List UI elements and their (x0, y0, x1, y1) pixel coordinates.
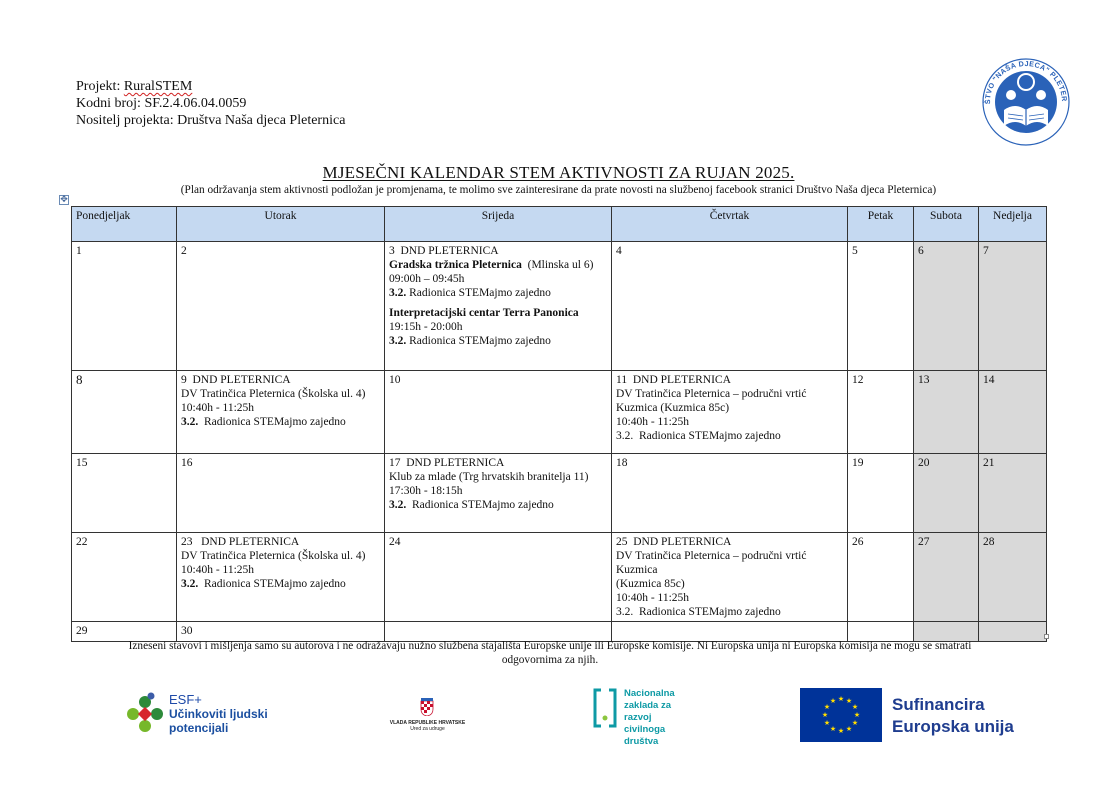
event-address: (Kuzmica 85c) (616, 578, 685, 590)
day-number: 7 (983, 245, 989, 257)
event-time: 10:40h - 11:25h (181, 402, 255, 414)
calendar-table (71, 206, 1047, 642)
page-subtitle: (Plan održavanja stem aktivnosti podložan je promjenama, te molimo sve zainteresirane da prate novosti na službenoj facebook stranici Društvo Naša djeca Pleternica) (180, 184, 937, 196)
weekend-cell (979, 371, 1047, 454)
activity-number: 3.2. (389, 499, 407, 511)
croatian-coat-of-arms-icon (420, 698, 434, 716)
day-cell (612, 533, 848, 622)
weekend-cell (914, 371, 979, 454)
day-number: 2 (181, 245, 187, 257)
esf-flower-icon (125, 692, 165, 736)
day-cell (385, 533, 612, 622)
eu-flag-icon (800, 688, 882, 742)
event-block (616, 373, 843, 443)
day-number: 5 (852, 245, 858, 257)
event-location: Klub za mlade (Trg hrvatskih branitelja 11) (389, 471, 589, 483)
event-time: 19:15h - 20:00h (389, 321, 463, 333)
day-number: 16 (181, 457, 193, 469)
funding-logos (0, 680, 1117, 760)
day-cell (72, 371, 177, 454)
esf-logo (125, 692, 275, 736)
day-number: 8 (76, 372, 83, 387)
day-cell (177, 371, 385, 454)
activity-number: 3.2. (389, 287, 407, 299)
day-number: 21 (983, 457, 995, 469)
day-number: 9 (181, 374, 187, 386)
event-org: DND PLETERNICA (406, 457, 505, 469)
svg-text:★: ★ (845, 697, 853, 705)
activity-text: Radionica STEMajmo zajedno (639, 606, 781, 618)
day-number: 1 (76, 245, 82, 257)
event-time: 09:00h – 09:45h (389, 273, 465, 285)
event-address: Kuzmica (Kuzmica 85c) (616, 402, 730, 414)
project-info (76, 78, 345, 129)
project-name: RuralSTEM (123, 79, 193, 94)
event-time: 10:40h - 11:25h (616, 416, 690, 428)
event-org: DND PLETERNICA (192, 374, 291, 386)
day-cell (848, 371, 914, 454)
weekend-cell (979, 454, 1047, 533)
activity-text: Radionica STEMajmo zajedno (412, 499, 554, 511)
project-line (76, 78, 345, 95)
day-cell (72, 533, 177, 622)
day-number: 30 (181, 625, 193, 637)
day-number: 26 (852, 536, 864, 548)
day-number: 10 (389, 374, 401, 386)
header-monday: Ponedjeljak (72, 207, 177, 242)
day-number: 6 (918, 245, 924, 257)
calendar-week-row (72, 242, 1047, 371)
event-location: DV Tratinčica Pleternica (Školska ul. 4) (181, 388, 366, 400)
organisation-logo-graphic (978, 52, 1074, 148)
day-number: 4 (616, 245, 622, 257)
day-cell (612, 371, 848, 454)
activity-number: 3.2. (389, 335, 407, 347)
vlada-logo (385, 694, 470, 740)
event-block (616, 535, 843, 619)
activity-text: Radionica STEMajmo zajedno (409, 287, 551, 299)
svg-text:★: ★ (823, 703, 831, 711)
header-saturday: Subota (914, 207, 979, 242)
svg-text:★: ★ (829, 697, 837, 705)
day-cell (177, 533, 385, 622)
day-number: 24 (389, 536, 401, 548)
svg-text:★: ★ (829, 725, 837, 733)
eu-text: Sufinancira Europska unija (892, 695, 1014, 736)
event-time: 10:40h - 11:25h (181, 564, 255, 576)
svg-text:★: ★ (851, 703, 859, 711)
event-org: DND PLETERNICA (400, 245, 499, 257)
activity-number: 3.2. (181, 578, 199, 590)
day-cell (385, 242, 612, 371)
event-location: DV Tratinčica Pleternica (Školska ul. 4) (181, 550, 366, 562)
event-time: 17:30h - 18:15h (389, 485, 463, 497)
day-number: 17 (389, 457, 401, 469)
nzcd-logo (592, 686, 692, 750)
event-location: DV Tratinčica Pleternica – područni vrtić (616, 388, 807, 400)
svg-text:★: ★ (853, 711, 861, 719)
calendar-week-row (72, 371, 1047, 454)
day-cell (72, 454, 177, 533)
nzcd-text: Nacionalna zaklada za razvoj civilnoga društva (624, 688, 675, 747)
eu-stars (800, 688, 882, 742)
day-cell (848, 454, 914, 533)
weekend-cell (914, 242, 979, 371)
event-org: DND PLETERNICA (632, 374, 731, 386)
day-cell (612, 454, 848, 533)
day-cell (848, 533, 914, 622)
event-location: Interpretacijski centar Terra Panonica (389, 307, 579, 319)
day-cell (385, 454, 612, 533)
nzcd-bracket-icon (592, 688, 618, 728)
weekend-cell (979, 622, 1047, 642)
day-number: 11 (616, 374, 628, 386)
day-cell (612, 242, 848, 371)
day-cell (177, 454, 385, 533)
weekend-cell (979, 533, 1047, 622)
activity-number: 3.2. (616, 606, 634, 618)
day-number: 27 (918, 536, 930, 548)
table-resize-handle[interactable] (1044, 634, 1049, 639)
header-friday: Petak (848, 207, 914, 242)
event-org: DND PLETERNICA (201, 536, 300, 548)
esf-subtitle: Učinkoviti ljudski potencijali (169, 707, 268, 735)
header-thursday: Četvrtak (612, 207, 848, 242)
project-label: Projekt: (76, 79, 121, 94)
day-number: 15 (76, 457, 88, 469)
event-block (389, 456, 607, 512)
svg-text:★: ★ (823, 719, 831, 727)
day-number: 29 (76, 625, 88, 637)
day-number: 23 (181, 536, 193, 548)
svg-text:★: ★ (821, 711, 829, 719)
svg-text:DRUŠTVO "NAŠA DJECA" PLETERNIC: ŠTVO "NAŠA DJECA" PLETER (982, 58, 1070, 105)
disclaimer: Izneseni stavovi i mišljenja samo su autorova i ne odražavaju nužno službena stajališta Europske unije ili Europske komisije. Ni Europska unija ni Europska komisija ne mogu se smatrati odgovornima za njih. (128, 640, 972, 666)
organisation-logo (978, 52, 1074, 148)
header-tuesday: Utorak (177, 207, 385, 242)
eu-cofinancing-logo (800, 688, 1030, 742)
holder-line: Nositelj projekta: Društva Naša djeca Pleternica (76, 113, 346, 128)
activity-text: Radionica STEMajmo zajedno (204, 416, 346, 428)
vlada-text: VLADA REPUBLIKE HRVATSKE Ured za udruge (389, 720, 466, 732)
activity-text: Radionica STEMajmo zajedno (639, 430, 781, 442)
activity-number: 3.2. (616, 430, 634, 442)
day-number: 19 (852, 457, 864, 469)
event-location: Gradska tržnica Pleternica (389, 259, 522, 271)
header-sunday: Nedjelja (979, 207, 1047, 242)
event-block (181, 373, 380, 429)
day-cell (385, 371, 612, 454)
day-number: 12 (852, 374, 864, 386)
svg-text:★: ★ (851, 719, 859, 727)
event-org: DND PLETERNICA (633, 536, 732, 548)
event-location: DV Tratinčica Pleternica – područni vrtić Kuzmica (616, 550, 807, 576)
weekend-cell (914, 454, 979, 533)
calendar-week-row (72, 454, 1047, 533)
day-number: 14 (983, 374, 995, 386)
activity-text: Radionica STEMajmo zajedno (409, 335, 551, 347)
calendar-header-row (72, 207, 1047, 242)
day-cell (848, 242, 914, 371)
calendar-week-row (72, 533, 1047, 622)
day-number: 18 (616, 457, 628, 469)
day-number: 22 (76, 536, 88, 548)
day-number: 28 (983, 536, 995, 548)
page-title: MJESEČNI KALENDAR STEM AKTIVNOSTI ZA RUJAN 2025. (322, 163, 795, 182)
code-line: Kodni broj: SF.2.4.06.04.0059 (76, 96, 247, 111)
svg-text:★: ★ (845, 725, 853, 733)
activity-number: 3.2. (181, 416, 199, 428)
activity-text: Radionica STEMajmo zajedno (204, 578, 346, 590)
header-wednesday: Srijeda (385, 207, 612, 242)
day-number: 3 (389, 245, 395, 257)
svg-text:★: ★ (837, 695, 845, 703)
day-number: 13 (918, 374, 930, 386)
svg-text:★: ★ (837, 727, 845, 735)
table-move-handle-icon[interactable]: ✥ (60, 195, 68, 205)
event-block (389, 244, 607, 348)
event-block (181, 535, 380, 591)
day-number: 20 (918, 457, 930, 469)
weekend-cell (979, 242, 1047, 371)
weekend-cell (914, 533, 979, 622)
day-cell (72, 242, 177, 371)
esf-title: ESF+ (169, 692, 202, 707)
event-time: 10:40h - 11:25h (616, 592, 690, 604)
event-address: (Mlinska ul 6) (527, 259, 594, 271)
day-cell (177, 242, 385, 371)
day-number: 25 (616, 536, 628, 548)
